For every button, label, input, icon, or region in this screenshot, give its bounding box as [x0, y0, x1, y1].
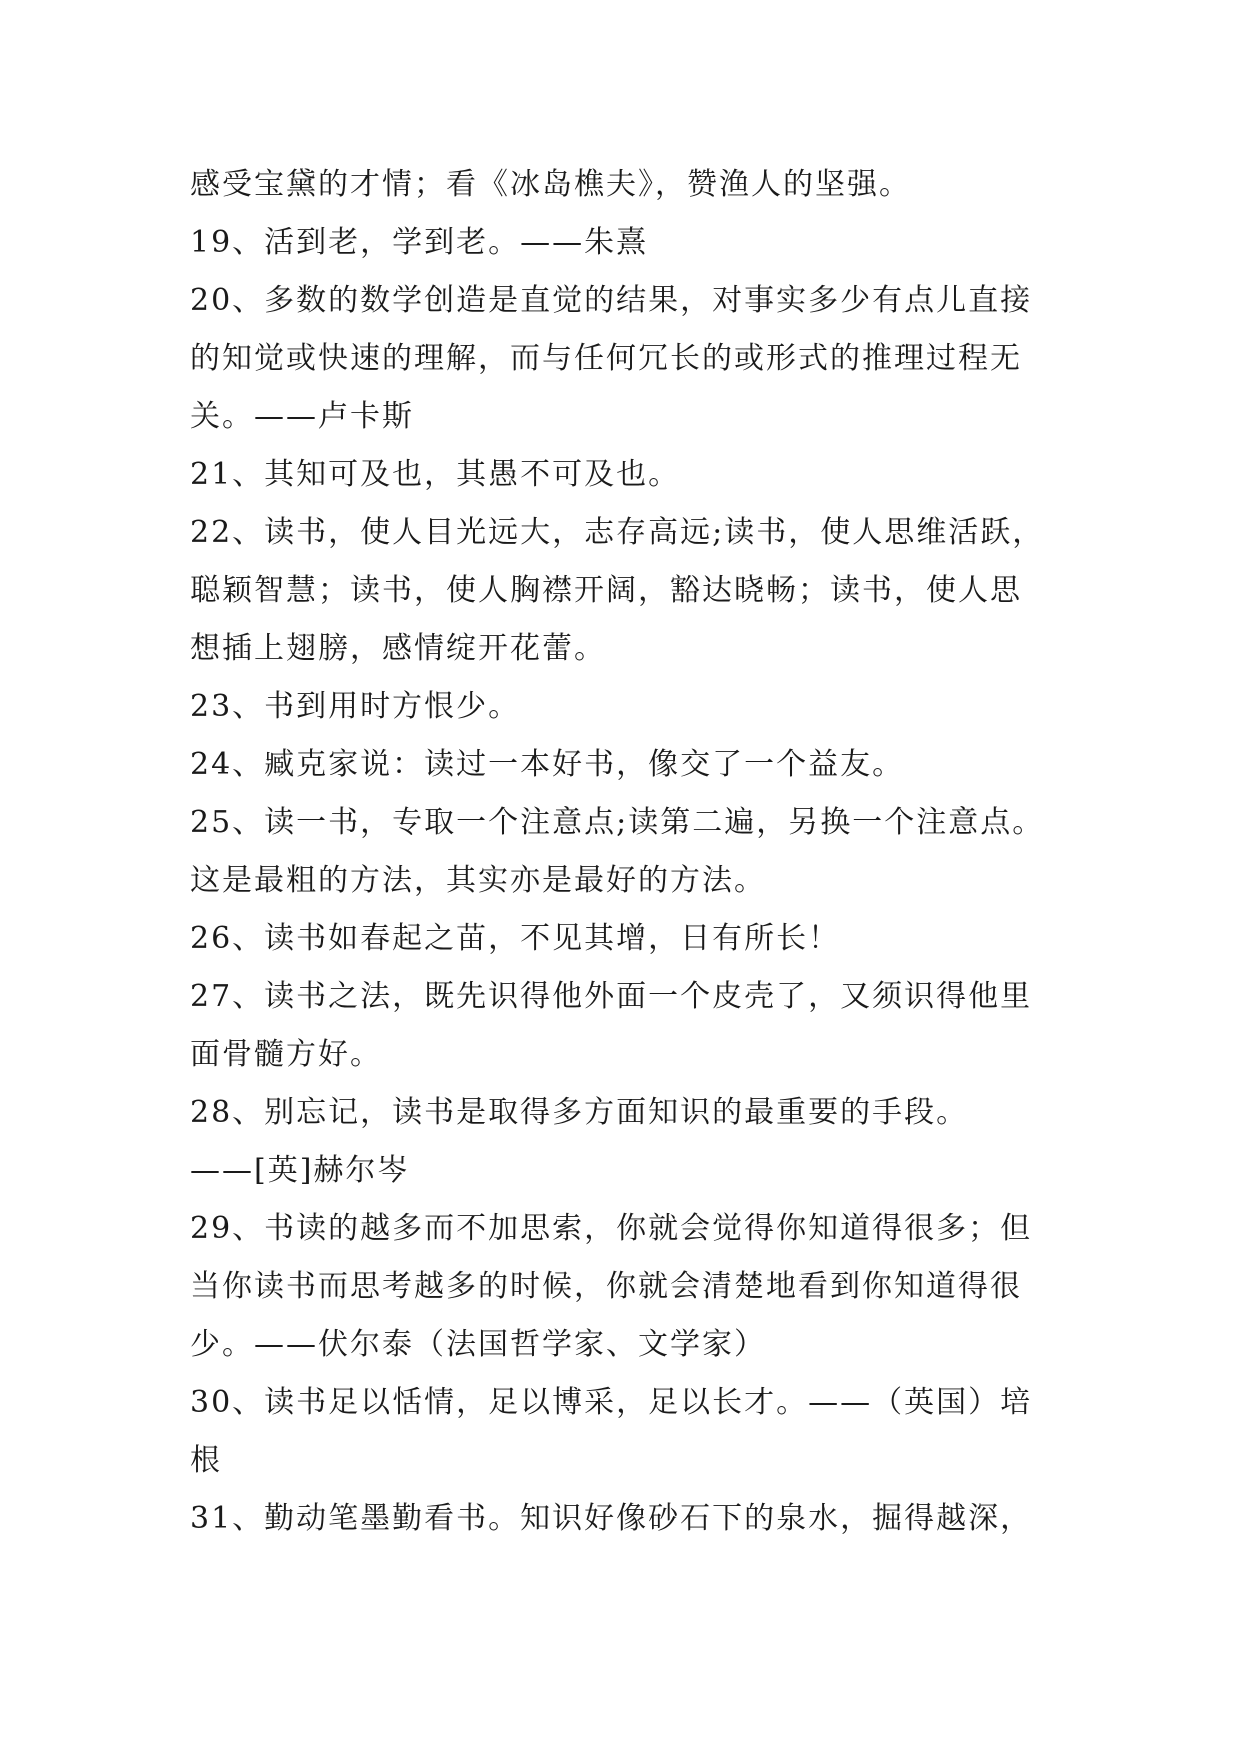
text-line: 26、读书如春起之苗，不见其增，日有所长！ [190, 921, 841, 956]
text-line: 19、活到老，学到老。——朱熹 [190, 225, 649, 260]
text-line: 根 [190, 1443, 222, 1478]
text-line: 少。——伏尔泰（法国哲学家、文学家） [190, 1327, 766, 1362]
text-line: 24、臧克家说：读过一本好书，像交了一个益友。 [190, 747, 905, 782]
text-line: 22、读书，使人目光远大，志存高远;读书，使人思维活跃， [190, 515, 1045, 550]
text-line: 感受宝黛的才情；看《冰岛樵夫》，赞渔人的坚强。 [190, 167, 911, 202]
text-line: 关。——卢卡斯 [190, 399, 414, 434]
text-line: ——[英]赫尔岑 [190, 1153, 410, 1188]
text-line: 这是最粗的方法，其实亦是最好的方法。 [190, 863, 766, 898]
text-line: 20、多数的数学创造是直觉的结果，对事实多少有点儿直接 [190, 283, 1033, 318]
text-line: 21、其知可及也，其愚不可及也。 [190, 457, 681, 492]
text-line: 29、书读的越多而不加思索，你就会觉得你知道得很多；但 [190, 1211, 1033, 1246]
document-body [190, 156, 1060, 1548]
text-line: 23、书到用时方恨少。 [190, 689, 521, 724]
text-line: 的知觉或快速的理解，而与任何冗长的或形式的推理过程无 [190, 341, 1022, 376]
text-line: 想插上翅膀，感情绽开花蕾。 [190, 631, 606, 666]
text-line: 28、别忘记，读书是取得多方面知识的最重要的手段。 [190, 1095, 969, 1130]
text-line: 当你读书而思考越多的时候，你就会清楚地看到你知道得很 [190, 1269, 1022, 1304]
text-line: 30、读书足以恬情，足以博采，足以长才。——（英国）培 [190, 1385, 1033, 1420]
text-line: 31、勤动笔墨勤看书。知识好像砂石下的泉水，掘得越深， [190, 1501, 1033, 1536]
text-line: 27、读书之法，既先识得他外面一个皮壳了，又须识得他里 [190, 979, 1033, 1014]
text-line: 面骨髓方好。 [190, 1037, 382, 1072]
text-line: 聪颖智慧；读书，使人胸襟开阔，豁达晓畅；读书，使人思 [190, 573, 1022, 608]
text-line: 25、读一书，专取一个注意点;读第二遍，另换一个注意点。 [190, 805, 1045, 840]
